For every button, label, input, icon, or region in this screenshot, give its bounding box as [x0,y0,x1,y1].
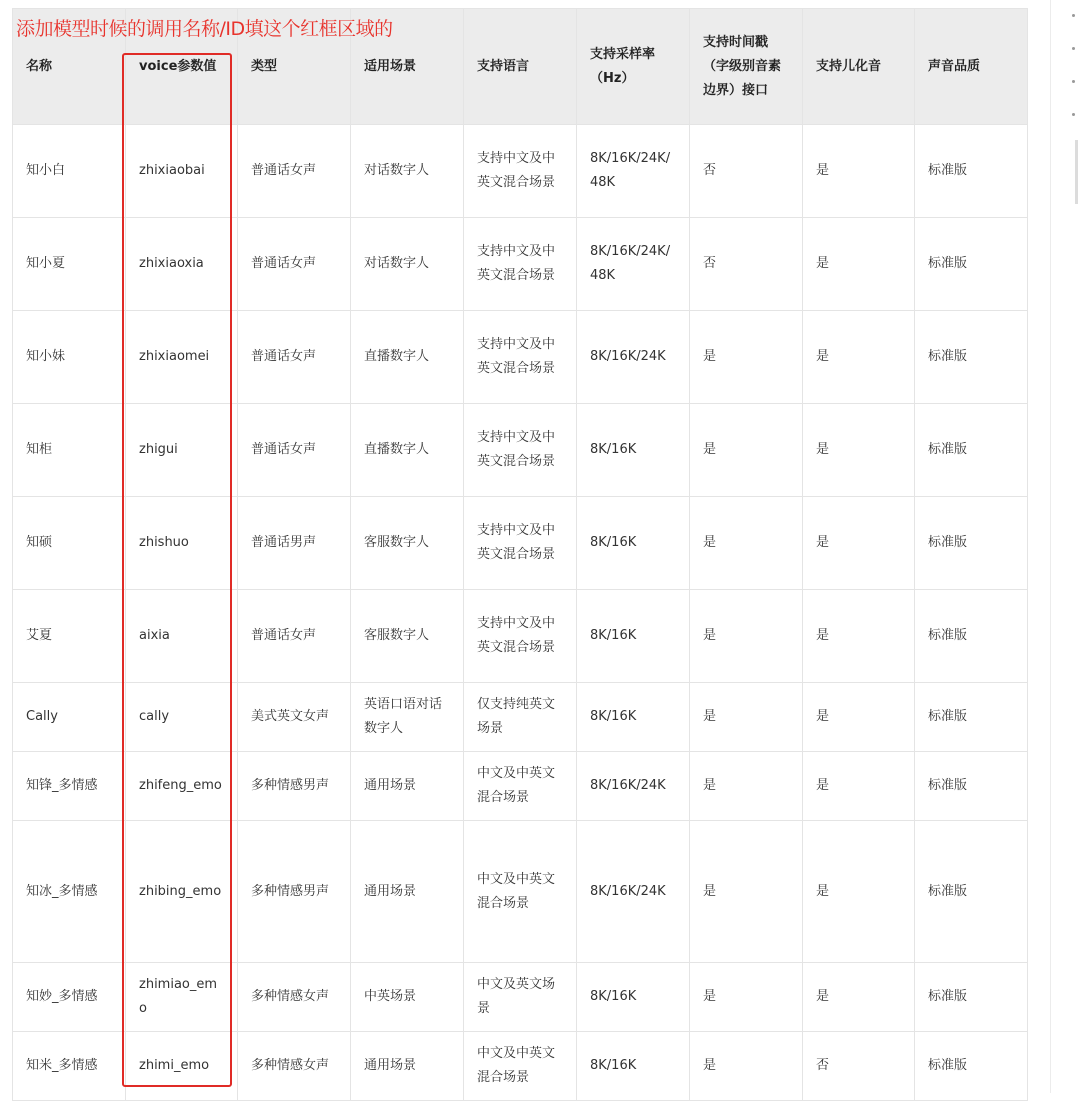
cell-language: 支持中文及中英文混合场景 [464,497,577,590]
cell-sample-rate: 8K/16K [577,1032,690,1101]
cell-erhua: 是 [803,590,915,683]
cell-type: 普通话女声 [238,218,351,311]
cell-name: 知冰_多情感 [13,821,126,963]
cell-name: 艾夏 [13,590,126,683]
cell-type: 普通话女声 [238,404,351,497]
cell-timestamp: 是 [690,1032,803,1101]
cell-erhua: 是 [803,218,915,311]
cell-quality: 标准版 [915,125,1028,218]
cell-erhua: 否 [803,1032,915,1101]
cell-scenario: 直播数字人 [351,311,464,404]
cell-quality: 标准版 [915,590,1028,683]
cell-scenario: 客服数字人 [351,497,464,590]
cell-sample-rate: 8K/16K [577,683,690,752]
cell-sample-rate: 8K/16K [577,590,690,683]
cell-scenario: 通用场景 [351,1032,464,1101]
cell-timestamp: 是 [690,821,803,963]
table-row [13,404,1028,497]
cell-name: 知小夏 [13,218,126,311]
sidebar-divider [1050,0,1051,1093]
cell-sample-rate: 8K/16K [577,404,690,497]
header-type: 类型 [238,9,351,125]
cell-erhua: 是 [803,404,915,497]
cell-timestamp: 是 [690,590,803,683]
cell-name: 知小妹 [13,311,126,404]
cell-erhua: 是 [803,752,915,821]
cell-name: 知硕 [13,497,126,590]
voice-table [12,8,1028,1101]
toc-item[interactable] [1072,47,1075,50]
cell-type: 多种情感女声 [238,1032,351,1101]
cell-type: 普通话女声 [238,125,351,218]
header-erhua: 支持儿化音 [803,9,915,125]
cell-voice: zhigui [126,404,238,497]
cell-type: 普通话女声 [238,311,351,404]
table-row [13,963,1028,1032]
cell-voice: aixia [126,590,238,683]
cell-sample-rate: 8K/16K/24K [577,752,690,821]
table-row [13,311,1028,404]
header-quality: 声音品质 [915,9,1028,125]
cell-voice: zhifeng_emo [126,752,238,821]
cell-voice: zhixiaobai [126,125,238,218]
cell-scenario: 对话数字人 [351,218,464,311]
header-scenario: 适用场景 [351,9,464,125]
table-row [13,1032,1028,1101]
cell-voice: zhishuo [126,497,238,590]
toc-item[interactable] [1072,14,1075,17]
cell-quality: 标准版 [915,497,1028,590]
toc-item[interactable] [1072,113,1075,116]
cell-type: 多种情感男声 [238,821,351,963]
cell-quality: 标准版 [915,963,1028,1032]
cell-voice: cally [126,683,238,752]
cell-language: 中文及英文场景 [464,963,577,1032]
cell-quality: 标准版 [915,404,1028,497]
table-row [13,821,1028,963]
header-language: 支持语言 [464,9,577,125]
cell-type: 美式英文女声 [238,683,351,752]
cell-name: 知妙_多情感 [13,963,126,1032]
header-name: 名称 [13,9,126,125]
cell-language: 支持中文及中英文混合场景 [464,311,577,404]
cell-sample-rate: 8K/16K [577,963,690,1032]
cell-sample-rate: 8K/16K/24K [577,311,690,404]
cell-erhua: 是 [803,963,915,1032]
cell-timestamp: 否 [690,125,803,218]
table-row [13,590,1028,683]
toc-item[interactable] [1072,80,1075,83]
cell-sample-rate: 8K/16K/24K [577,821,690,963]
cell-quality: 标准版 [915,683,1028,752]
cell-name: 知锋_多情感 [13,752,126,821]
cell-name: 知米_多情感 [13,1032,126,1101]
header-voice: voice参数值 [126,9,238,125]
cell-type: 普通话女声 [238,590,351,683]
cell-quality: 标准版 [915,218,1028,311]
cell-erhua: 是 [803,683,915,752]
cell-voice: zhixiaomei [126,311,238,404]
cell-scenario: 英语口语对话数字人 [351,683,464,752]
cell-voice: zhibing_emo [126,821,238,963]
cell-name: Cally [13,683,126,752]
cell-name: 知柜 [13,404,126,497]
cell-name: 知小白 [13,125,126,218]
table-row [13,125,1028,218]
cell-language: 仅支持纯英文场景 [464,683,577,752]
cell-timestamp: 是 [690,404,803,497]
cell-quality: 标准版 [915,821,1028,963]
cell-language: 支持中文及中英文混合场景 [464,125,577,218]
cell-language: 中文及中英文混合场景 [464,821,577,963]
cell-quality: 标准版 [915,752,1028,821]
cell-voice: zhimi_emo [126,1032,238,1101]
annotation-text: 添加模型时候的调用名称/ID填这个红框区域的 [16,18,393,40]
cell-scenario: 通用场景 [351,752,464,821]
toc-list [1072,14,1075,146]
cell-sample-rate: 8K/16K [577,497,690,590]
cell-erhua: 是 [803,311,915,404]
cell-erhua: 是 [803,821,915,963]
cell-timestamp: 否 [690,218,803,311]
cell-quality: 标准版 [915,1032,1028,1101]
cell-language: 支持中文及中英文混合场景 [464,218,577,311]
table-row [13,752,1028,821]
cell-sample-rate: 8K/16K/24K/48K [577,218,690,311]
cell-voice: zhimiao_emo [126,963,238,1032]
cell-language: 中文及中英文混合场景 [464,752,577,821]
cell-type: 普通话男声 [238,497,351,590]
cell-scenario: 客服数字人 [351,590,464,683]
cell-timestamp: 是 [690,683,803,752]
cell-scenario: 通用场景 [351,821,464,963]
table-row [13,218,1028,311]
cell-type: 多种情感女声 [238,963,351,1032]
cell-timestamp: 是 [690,752,803,821]
cell-scenario: 中英场景 [351,963,464,1032]
cell-timestamp: 是 [690,497,803,590]
cell-scenario: 对话数字人 [351,125,464,218]
cell-language: 支持中文及中英文混合场景 [464,404,577,497]
cell-scenario: 直播数字人 [351,404,464,497]
cell-erhua: 是 [803,125,915,218]
header-timestamp: 支持时间戳（字级别音素边界）接口 [690,9,803,125]
voice-table-container [12,8,1027,1101]
cell-timestamp: 是 [690,311,803,404]
cell-quality: 标准版 [915,311,1028,404]
table-row [13,497,1028,590]
cell-type: 多种情感男声 [238,752,351,821]
cell-language: 支持中文及中英文混合场景 [464,590,577,683]
cell-timestamp: 是 [690,963,803,1032]
cell-sample-rate: 8K/16K/24K/48K [577,125,690,218]
header-sample-rate: 支持采样率（Hz） [577,9,690,125]
cell-erhua: 是 [803,497,915,590]
cell-voice: zhixiaoxia [126,218,238,311]
table-row [13,683,1028,752]
cell-language: 中文及中英文混合场景 [464,1032,577,1101]
